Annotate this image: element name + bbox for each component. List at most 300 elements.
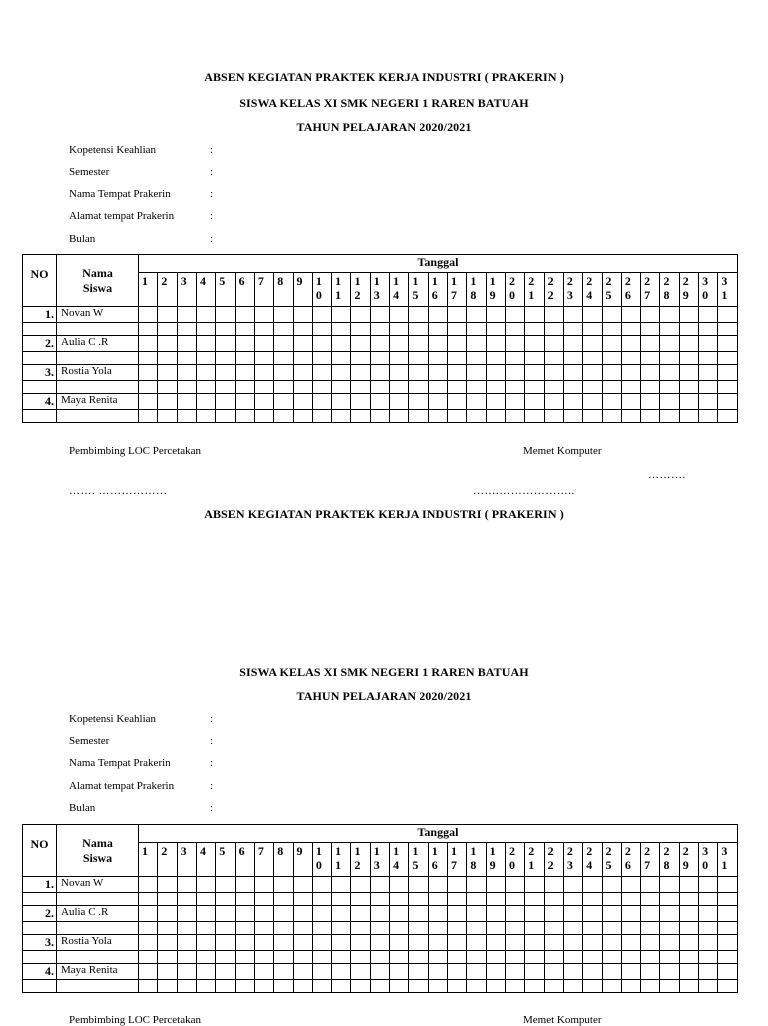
attendance-cell[interactable] xyxy=(293,922,312,935)
attendance-cell[interactable] xyxy=(641,381,660,394)
attendance-cell[interactable] xyxy=(235,336,254,352)
attendance-cell[interactable] xyxy=(486,964,505,980)
attendance-cell[interactable] xyxy=(563,951,582,964)
attendance-cell[interactable] xyxy=(486,980,505,993)
attendance-cell[interactable] xyxy=(139,951,158,964)
attendance-cell[interactable] xyxy=(390,951,409,964)
attendance-cell[interactable] xyxy=(679,323,698,336)
attendance-cell[interactable] xyxy=(583,381,602,394)
attendance-cell[interactable] xyxy=(332,893,351,906)
attendance-cell[interactable] xyxy=(505,951,524,964)
attendance-cell[interactable] xyxy=(235,352,254,365)
attendance-cell[interactable] xyxy=(274,381,293,394)
attendance-cell[interactable] xyxy=(505,922,524,935)
attendance-cell[interactable] xyxy=(177,980,196,993)
attendance-cell[interactable] xyxy=(679,352,698,365)
attendance-cell[interactable] xyxy=(525,352,544,365)
attendance-cell[interactable] xyxy=(216,935,235,951)
attendance-cell[interactable] xyxy=(563,893,582,906)
attendance-cell[interactable] xyxy=(409,394,428,410)
attendance-cell[interactable] xyxy=(699,893,718,906)
attendance-cell[interactable] xyxy=(158,922,177,935)
attendance-cell[interactable] xyxy=(370,980,389,993)
attendance-cell[interactable] xyxy=(139,336,158,352)
attendance-cell[interactable] xyxy=(428,307,447,323)
attendance-cell[interactable] xyxy=(563,410,582,423)
attendance-cell[interactable] xyxy=(409,381,428,394)
attendance-cell[interactable] xyxy=(216,381,235,394)
attendance-cell[interactable] xyxy=(505,365,524,381)
attendance-cell[interactable] xyxy=(602,922,621,935)
attendance-cell[interactable] xyxy=(448,922,467,935)
attendance-cell[interactable] xyxy=(274,307,293,323)
attendance-cell[interactable] xyxy=(699,365,718,381)
attendance-cell[interactable] xyxy=(158,336,177,352)
attendance-cell[interactable] xyxy=(428,951,447,964)
attendance-cell[interactable] xyxy=(448,893,467,906)
attendance-cell[interactable] xyxy=(486,352,505,365)
attendance-cell[interactable] xyxy=(641,980,660,993)
attendance-cell[interactable] xyxy=(293,410,312,423)
attendance-cell[interactable] xyxy=(621,323,640,336)
attendance-cell[interactable] xyxy=(274,906,293,922)
attendance-cell[interactable] xyxy=(486,365,505,381)
attendance-cell[interactable] xyxy=(293,964,312,980)
attendance-cell[interactable] xyxy=(718,951,738,964)
attendance-cell[interactable] xyxy=(312,935,331,951)
attendance-cell[interactable] xyxy=(139,410,158,423)
attendance-cell[interactable] xyxy=(467,951,486,964)
attendance-cell[interactable] xyxy=(390,307,409,323)
attendance-cell[interactable] xyxy=(370,365,389,381)
attendance-cell[interactable] xyxy=(312,307,331,323)
attendance-cell[interactable] xyxy=(583,410,602,423)
attendance-cell[interactable] xyxy=(196,394,215,410)
attendance-cell[interactable] xyxy=(505,964,524,980)
attendance-cell[interactable] xyxy=(351,877,370,893)
attendance-cell[interactable] xyxy=(621,935,640,951)
attendance-cell[interactable] xyxy=(621,365,640,381)
attendance-cell[interactable] xyxy=(390,394,409,410)
attendance-cell[interactable] xyxy=(216,410,235,423)
attendance-cell[interactable] xyxy=(467,893,486,906)
attendance-cell[interactable] xyxy=(158,381,177,394)
attendance-cell[interactable] xyxy=(602,980,621,993)
attendance-cell[interactable] xyxy=(583,877,602,893)
attendance-cell[interactable] xyxy=(505,935,524,951)
attendance-cell[interactable] xyxy=(448,980,467,993)
attendance-cell[interactable] xyxy=(505,323,524,336)
attendance-cell[interactable] xyxy=(332,935,351,951)
attendance-cell[interactable] xyxy=(505,893,524,906)
attendance-cell[interactable] xyxy=(641,906,660,922)
attendance-cell[interactable] xyxy=(621,893,640,906)
attendance-cell[interactable] xyxy=(274,410,293,423)
attendance-cell[interactable] xyxy=(699,935,718,951)
attendance-cell[interactable] xyxy=(312,951,331,964)
attendance-cell[interactable] xyxy=(718,877,738,893)
attendance-cell[interactable] xyxy=(448,365,467,381)
attendance-cell[interactable] xyxy=(409,980,428,993)
attendance-cell[interactable] xyxy=(679,922,698,935)
attendance-cell[interactable] xyxy=(139,906,158,922)
attendance-cell[interactable] xyxy=(583,365,602,381)
attendance-cell[interactable] xyxy=(544,336,563,352)
attendance-cell[interactable] xyxy=(332,394,351,410)
attendance-cell[interactable] xyxy=(505,336,524,352)
attendance-cell[interactable] xyxy=(544,922,563,935)
attendance-cell[interactable] xyxy=(351,980,370,993)
attendance-cell[interactable] xyxy=(139,980,158,993)
attendance-cell[interactable] xyxy=(390,336,409,352)
attendance-cell[interactable] xyxy=(699,906,718,922)
attendance-cell[interactable] xyxy=(428,365,447,381)
attendance-cell[interactable] xyxy=(177,935,196,951)
attendance-cell[interactable] xyxy=(177,906,196,922)
attendance-cell[interactable] xyxy=(621,381,640,394)
attendance-cell[interactable] xyxy=(660,951,679,964)
attendance-cell[interactable] xyxy=(563,922,582,935)
attendance-cell[interactable] xyxy=(254,935,273,951)
attendance-cell[interactable] xyxy=(602,307,621,323)
attendance-cell[interactable] xyxy=(332,307,351,323)
attendance-cell[interactable] xyxy=(544,980,563,993)
attendance-cell[interactable] xyxy=(583,935,602,951)
attendance-cell[interactable] xyxy=(641,893,660,906)
attendance-cell[interactable] xyxy=(660,381,679,394)
attendance-cell[interactable] xyxy=(641,352,660,365)
attendance-cell[interactable] xyxy=(602,365,621,381)
attendance-cell[interactable] xyxy=(390,922,409,935)
attendance-cell[interactable] xyxy=(544,352,563,365)
attendance-cell[interactable] xyxy=(216,964,235,980)
attendance-cell[interactable] xyxy=(679,307,698,323)
attendance-cell[interactable] xyxy=(332,922,351,935)
attendance-cell[interactable] xyxy=(254,877,273,893)
attendance-cell[interactable] xyxy=(602,336,621,352)
attendance-cell[interactable] xyxy=(641,307,660,323)
attendance-cell[interactable] xyxy=(370,922,389,935)
attendance-cell[interactable] xyxy=(467,323,486,336)
attendance-cell[interactable] xyxy=(641,410,660,423)
attendance-cell[interactable] xyxy=(254,951,273,964)
attendance-cell[interactable] xyxy=(525,365,544,381)
attendance-cell[interactable] xyxy=(158,935,177,951)
attendance-cell[interactable] xyxy=(409,951,428,964)
attendance-cell[interactable] xyxy=(679,906,698,922)
attendance-cell[interactable] xyxy=(641,323,660,336)
attendance-cell[interactable] xyxy=(293,323,312,336)
attendance-cell[interactable] xyxy=(312,980,331,993)
attendance-cell[interactable] xyxy=(216,980,235,993)
attendance-cell[interactable] xyxy=(486,951,505,964)
attendance-cell[interactable] xyxy=(602,893,621,906)
attendance-cell[interactable] xyxy=(216,951,235,964)
attendance-cell[interactable] xyxy=(544,410,563,423)
attendance-cell[interactable] xyxy=(274,964,293,980)
attendance-cell[interactable] xyxy=(409,352,428,365)
attendance-cell[interactable] xyxy=(370,877,389,893)
attendance-cell[interactable] xyxy=(641,394,660,410)
attendance-cell[interactable] xyxy=(467,410,486,423)
attendance-cell[interactable] xyxy=(428,410,447,423)
attendance-cell[interactable] xyxy=(293,307,312,323)
attendance-cell[interactable] xyxy=(254,365,273,381)
attendance-cell[interactable] xyxy=(370,951,389,964)
attendance-cell[interactable] xyxy=(621,336,640,352)
attendance-cell[interactable] xyxy=(312,323,331,336)
attendance-cell[interactable] xyxy=(448,394,467,410)
attendance-cell[interactable] xyxy=(602,951,621,964)
attendance-cell[interactable] xyxy=(699,394,718,410)
attendance-cell[interactable] xyxy=(525,336,544,352)
attendance-cell[interactable] xyxy=(486,336,505,352)
attendance-cell[interactable] xyxy=(312,410,331,423)
attendance-cell[interactable] xyxy=(563,877,582,893)
attendance-cell[interactable] xyxy=(332,964,351,980)
attendance-cell[interactable] xyxy=(583,922,602,935)
attendance-cell[interactable] xyxy=(699,922,718,935)
attendance-cell[interactable] xyxy=(409,893,428,906)
attendance-cell[interactable] xyxy=(390,906,409,922)
attendance-cell[interactable] xyxy=(254,410,273,423)
attendance-cell[interactable] xyxy=(448,352,467,365)
attendance-cell[interactable] xyxy=(544,381,563,394)
attendance-cell[interactable] xyxy=(563,352,582,365)
attendance-cell[interactable] xyxy=(718,906,738,922)
attendance-cell[interactable] xyxy=(274,893,293,906)
attendance-cell[interactable] xyxy=(505,381,524,394)
attendance-cell[interactable] xyxy=(312,964,331,980)
attendance-cell[interactable] xyxy=(293,980,312,993)
attendance-cell[interactable] xyxy=(467,906,486,922)
attendance-cell[interactable] xyxy=(699,381,718,394)
attendance-cell[interactable] xyxy=(583,893,602,906)
attendance-cell[interactable] xyxy=(699,951,718,964)
attendance-cell[interactable] xyxy=(718,352,738,365)
attendance-cell[interactable] xyxy=(660,352,679,365)
attendance-cell[interactable] xyxy=(448,964,467,980)
attendance-cell[interactable] xyxy=(718,893,738,906)
attendance-cell[interactable] xyxy=(196,336,215,352)
attendance-cell[interactable] xyxy=(196,951,215,964)
attendance-cell[interactable] xyxy=(563,906,582,922)
attendance-cell[interactable] xyxy=(525,906,544,922)
attendance-cell[interactable] xyxy=(351,365,370,381)
attendance-cell[interactable] xyxy=(332,951,351,964)
attendance-cell[interactable] xyxy=(196,307,215,323)
attendance-cell[interactable] xyxy=(525,893,544,906)
attendance-cell[interactable] xyxy=(177,951,196,964)
attendance-cell[interactable] xyxy=(158,980,177,993)
attendance-cell[interactable] xyxy=(679,935,698,951)
attendance-cell[interactable] xyxy=(158,365,177,381)
attendance-cell[interactable] xyxy=(679,410,698,423)
attendance-cell[interactable] xyxy=(486,410,505,423)
attendance-cell[interactable] xyxy=(274,935,293,951)
attendance-cell[interactable] xyxy=(486,893,505,906)
attendance-cell[interactable] xyxy=(216,893,235,906)
attendance-cell[interactable] xyxy=(235,410,254,423)
attendance-cell[interactable] xyxy=(216,394,235,410)
attendance-cell[interactable] xyxy=(254,323,273,336)
attendance-cell[interactable] xyxy=(525,381,544,394)
attendance-cell[interactable] xyxy=(409,336,428,352)
attendance-cell[interactable] xyxy=(370,381,389,394)
attendance-cell[interactable] xyxy=(390,365,409,381)
attendance-cell[interactable] xyxy=(525,964,544,980)
attendance-cell[interactable] xyxy=(235,935,254,951)
attendance-cell[interactable] xyxy=(428,922,447,935)
attendance-cell[interactable] xyxy=(583,323,602,336)
attendance-cell[interactable] xyxy=(216,352,235,365)
attendance-cell[interactable] xyxy=(448,877,467,893)
attendance-cell[interactable] xyxy=(602,935,621,951)
attendance-cell[interactable] xyxy=(525,922,544,935)
attendance-cell[interactable] xyxy=(641,922,660,935)
attendance-cell[interactable] xyxy=(235,980,254,993)
attendance-cell[interactable] xyxy=(390,964,409,980)
attendance-cell[interactable] xyxy=(370,307,389,323)
attendance-cell[interactable] xyxy=(351,951,370,964)
attendance-cell[interactable] xyxy=(544,951,563,964)
attendance-cell[interactable] xyxy=(699,323,718,336)
attendance-cell[interactable] xyxy=(641,935,660,951)
attendance-cell[interactable] xyxy=(177,307,196,323)
attendance-cell[interactable] xyxy=(158,307,177,323)
attendance-cell[interactable] xyxy=(505,906,524,922)
attendance-cell[interactable] xyxy=(583,980,602,993)
attendance-cell[interactable] xyxy=(602,323,621,336)
attendance-cell[interactable] xyxy=(177,893,196,906)
attendance-cell[interactable] xyxy=(660,336,679,352)
attendance-cell[interactable] xyxy=(660,307,679,323)
attendance-cell[interactable] xyxy=(641,964,660,980)
attendance-cell[interactable] xyxy=(254,307,273,323)
attendance-cell[interactable] xyxy=(544,365,563,381)
attendance-cell[interactable] xyxy=(312,352,331,365)
attendance-cell[interactable] xyxy=(235,964,254,980)
attendance-cell[interactable] xyxy=(351,352,370,365)
attendance-cell[interactable] xyxy=(679,893,698,906)
attendance-cell[interactable] xyxy=(390,323,409,336)
attendance-cell[interactable] xyxy=(332,410,351,423)
attendance-cell[interactable] xyxy=(679,951,698,964)
attendance-cell[interactable] xyxy=(679,980,698,993)
attendance-cell[interactable] xyxy=(139,935,158,951)
attendance-cell[interactable] xyxy=(293,951,312,964)
attendance-cell[interactable] xyxy=(370,935,389,951)
attendance-cell[interactable] xyxy=(428,964,447,980)
attendance-cell[interactable] xyxy=(177,394,196,410)
attendance-cell[interactable] xyxy=(312,336,331,352)
attendance-cell[interactable] xyxy=(699,307,718,323)
attendance-cell[interactable] xyxy=(563,307,582,323)
attendance-cell[interactable] xyxy=(679,365,698,381)
attendance-cell[interactable] xyxy=(196,922,215,935)
attendance-cell[interactable] xyxy=(293,877,312,893)
attendance-cell[interactable] xyxy=(621,394,640,410)
attendance-cell[interactable] xyxy=(139,964,158,980)
attendance-cell[interactable] xyxy=(254,980,273,993)
attendance-cell[interactable] xyxy=(235,893,254,906)
attendance-cell[interactable] xyxy=(370,893,389,906)
attendance-cell[interactable] xyxy=(467,964,486,980)
attendance-cell[interactable] xyxy=(254,381,273,394)
attendance-cell[interactable] xyxy=(235,323,254,336)
attendance-cell[interactable] xyxy=(216,307,235,323)
attendance-cell[interactable] xyxy=(602,877,621,893)
attendance-cell[interactable] xyxy=(621,980,640,993)
attendance-cell[interactable] xyxy=(660,964,679,980)
attendance-cell[interactable] xyxy=(428,980,447,993)
attendance-cell[interactable] xyxy=(216,336,235,352)
attendance-cell[interactable] xyxy=(718,336,738,352)
attendance-cell[interactable] xyxy=(486,307,505,323)
attendance-cell[interactable] xyxy=(196,980,215,993)
attendance-cell[interactable] xyxy=(312,381,331,394)
attendance-cell[interactable] xyxy=(370,410,389,423)
attendance-cell[interactable] xyxy=(660,877,679,893)
attendance-cell[interactable] xyxy=(505,877,524,893)
attendance-cell[interactable] xyxy=(196,893,215,906)
attendance-cell[interactable] xyxy=(583,307,602,323)
attendance-cell[interactable] xyxy=(583,352,602,365)
attendance-cell[interactable] xyxy=(158,394,177,410)
attendance-cell[interactable] xyxy=(312,365,331,381)
attendance-cell[interactable] xyxy=(525,323,544,336)
attendance-cell[interactable] xyxy=(370,352,389,365)
attendance-cell[interactable] xyxy=(525,307,544,323)
attendance-cell[interactable] xyxy=(139,381,158,394)
attendance-cell[interactable] xyxy=(679,394,698,410)
attendance-cell[interactable] xyxy=(699,980,718,993)
attendance-cell[interactable] xyxy=(158,893,177,906)
attendance-cell[interactable] xyxy=(428,381,447,394)
attendance-cell[interactable] xyxy=(448,951,467,964)
attendance-cell[interactable] xyxy=(254,394,273,410)
attendance-cell[interactable] xyxy=(544,877,563,893)
attendance-cell[interactable] xyxy=(602,394,621,410)
attendance-cell[interactable] xyxy=(699,877,718,893)
attendance-cell[interactable] xyxy=(274,980,293,993)
attendance-cell[interactable] xyxy=(332,323,351,336)
attendance-cell[interactable] xyxy=(409,323,428,336)
attendance-cell[interactable] xyxy=(621,877,640,893)
attendance-cell[interactable] xyxy=(699,964,718,980)
attendance-cell[interactable] xyxy=(293,893,312,906)
attendance-cell[interactable] xyxy=(332,906,351,922)
attendance-cell[interactable] xyxy=(158,877,177,893)
attendance-cell[interactable] xyxy=(544,964,563,980)
attendance-cell[interactable] xyxy=(139,893,158,906)
attendance-cell[interactable] xyxy=(312,893,331,906)
attendance-cell[interactable] xyxy=(274,323,293,336)
attendance-cell[interactable] xyxy=(332,365,351,381)
attendance-cell[interactable] xyxy=(139,394,158,410)
attendance-cell[interactable] xyxy=(235,922,254,935)
attendance-cell[interactable] xyxy=(525,935,544,951)
attendance-cell[interactable] xyxy=(505,307,524,323)
attendance-cell[interactable] xyxy=(544,323,563,336)
attendance-cell[interactable] xyxy=(196,381,215,394)
attendance-cell[interactable] xyxy=(621,307,640,323)
attendance-cell[interactable] xyxy=(216,906,235,922)
attendance-cell[interactable] xyxy=(467,922,486,935)
attendance-cell[interactable] xyxy=(718,365,738,381)
attendance-cell[interactable] xyxy=(254,964,273,980)
attendance-cell[interactable] xyxy=(621,410,640,423)
